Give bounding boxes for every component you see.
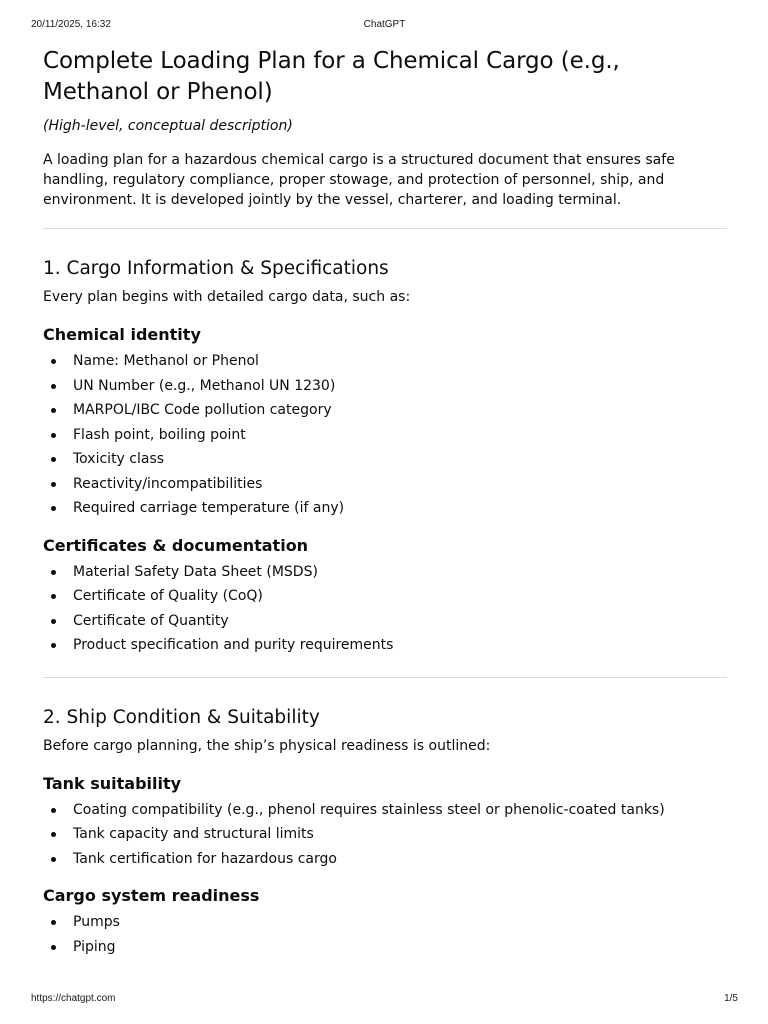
subsection-heading: Certificates & documentation xyxy=(43,535,309,555)
bullet-list xyxy=(43,800,727,869)
print-datetime: 20/11/2025, 16:32 xyxy=(31,19,111,30)
list-item: MARPOL/IBC Code pollution category xyxy=(43,400,727,420)
list-item: Toxicity class xyxy=(43,449,727,469)
page-number: 1/5 xyxy=(724,993,738,1004)
list-item: Coating compatibility (e.g., phenol requires stainless steel or phenolic-coated tanks) xyxy=(43,800,727,820)
section-lead: Every plan begins with detailed cargo data, such as: xyxy=(43,289,411,305)
list-item: Flash point, boiling point xyxy=(43,425,727,445)
list-item: Product specification and purity requirements xyxy=(43,635,727,655)
section-divider xyxy=(43,228,727,229)
subsection-heading: Chemical identity xyxy=(43,325,201,344)
print-url: https://chatgpt.com xyxy=(31,993,116,1004)
section-ship-condition xyxy=(43,706,727,957)
print-footer xyxy=(31,993,738,1007)
list-item: Tank certification for hazardous cargo xyxy=(43,849,727,869)
intro-paragraph: A loading plan for a hazardous chemical cargo is a structured document that ensures safe handling, regulatory compliance, proper stowage, and protection of personnel, ship, and environment. It is developed jointly by the vessel, charterer, and loading terminal. xyxy=(43,152,675,208)
list-item: Certificate of Quantity xyxy=(43,611,727,631)
document-subtitle: (High-level, conceptual description) xyxy=(43,118,293,134)
subsection-heading: Tank suitability xyxy=(43,773,182,793)
list-item: Pumps xyxy=(43,912,727,932)
list-item: Name: Methanol or Phenol xyxy=(43,351,727,371)
list-item: Tank capacity and structural limits xyxy=(43,824,727,844)
bullet-list xyxy=(43,351,727,518)
section-heading: 1. Cargo Information & Specifications xyxy=(43,258,389,279)
subsection-heading: Cargo system readiness xyxy=(43,886,260,905)
print-page-title: ChatGPT xyxy=(363,19,406,30)
list-item: Piping xyxy=(43,937,727,957)
bullet-list xyxy=(43,562,727,656)
section-heading: 2. Ship Condition & Suitability xyxy=(43,706,320,728)
section-lead: Before cargo planning, the ship’s physical readiness is outlined: xyxy=(43,737,491,754)
list-item: Reactivity/incompatibilities xyxy=(43,474,727,494)
document-title: Complete Loading Plan for a Chemical Cargo (e.g., Methanol or Phenol) xyxy=(43,48,620,105)
list-item: Material Safety Data Sheet (MSDS) xyxy=(43,562,727,582)
document-body xyxy=(43,46,727,961)
section-divider xyxy=(43,677,727,678)
list-item: Certificate of Quality (CoQ) xyxy=(43,586,727,606)
list-item: UN Number (e.g., Methanol UN 1230) xyxy=(43,376,727,396)
bullet-list xyxy=(43,912,727,957)
list-item: Required carriage temperature (if any) xyxy=(43,498,727,518)
section-cargo-information xyxy=(43,257,727,655)
print-header xyxy=(31,19,738,33)
